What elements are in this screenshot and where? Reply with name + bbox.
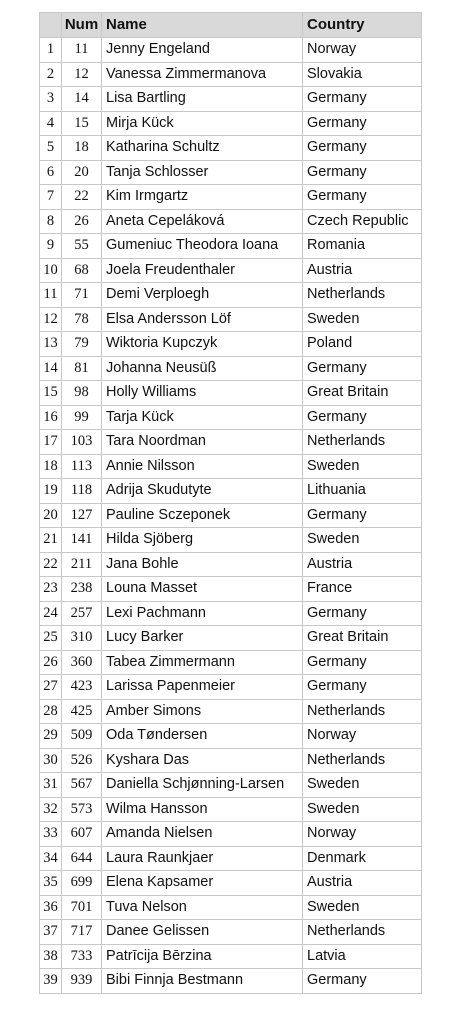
header-num: Num — [62, 13, 102, 38]
table-row — [40, 675, 422, 700]
row-country-cell: Latvia — [303, 944, 422, 969]
table-row — [40, 650, 422, 675]
row-name-cell: Wilma Hansson — [102, 797, 303, 822]
row-country-cell: Germany — [303, 160, 422, 185]
row-index-cell: 7 — [40, 185, 62, 210]
table-row — [40, 160, 422, 185]
row-num-cell: 423 — [62, 675, 102, 700]
row-country-cell: Sweden — [303, 895, 422, 920]
row-index-cell: 23 — [40, 577, 62, 602]
row-name-cell: Kyshara Das — [102, 748, 303, 773]
row-country-cell: Germany — [303, 503, 422, 528]
table-row — [40, 405, 422, 430]
row-num-cell: 238 — [62, 577, 102, 602]
table-row — [40, 87, 422, 112]
row-country-cell: Netherlands — [303, 699, 422, 724]
row-num-cell: 81 — [62, 356, 102, 381]
row-num-cell: 310 — [62, 626, 102, 651]
table-row — [40, 234, 422, 259]
row-index-cell: 21 — [40, 528, 62, 553]
row-num-cell: 26 — [62, 209, 102, 234]
row-country-cell: Romania — [303, 234, 422, 259]
row-country-cell: Netherlands — [303, 920, 422, 945]
row-country-cell: Sweden — [303, 307, 422, 332]
row-index-cell: 10 — [40, 258, 62, 283]
row-name-cell: Larissa Papenmeier — [102, 675, 303, 700]
table-row — [40, 626, 422, 651]
row-name-cell: Adrija Skudutyte — [102, 479, 303, 504]
row-name-cell: Joela Freudenthaler — [102, 258, 303, 283]
row-name-cell: Tara Noordman — [102, 430, 303, 455]
row-index-cell: 15 — [40, 381, 62, 406]
row-index-cell: 25 — [40, 626, 62, 651]
table-row — [40, 111, 422, 136]
row-name-cell: Lucy Barker — [102, 626, 303, 651]
table-row — [40, 62, 422, 87]
row-num-cell: 939 — [62, 969, 102, 994]
row-num-cell: 717 — [62, 920, 102, 945]
row-num-cell: 607 — [62, 822, 102, 847]
row-country-cell: Germany — [303, 87, 422, 112]
row-num-cell: 509 — [62, 724, 102, 749]
row-name-cell: Annie Nilsson — [102, 454, 303, 479]
row-name-cell: Mirja Kück — [102, 111, 303, 136]
table-row — [40, 920, 422, 945]
row-name-cell: Katharina Schultz — [102, 136, 303, 161]
row-index-cell: 36 — [40, 895, 62, 920]
row-num-cell: 68 — [62, 258, 102, 283]
row-index-cell: 34 — [40, 846, 62, 871]
row-index-cell: 11 — [40, 283, 62, 308]
row-index-cell: 27 — [40, 675, 62, 700]
row-num-cell: 98 — [62, 381, 102, 406]
header-index — [40, 13, 62, 38]
row-name-cell: Lisa Bartling — [102, 87, 303, 112]
row-index-cell: 30 — [40, 748, 62, 773]
row-country-cell: Germany — [303, 185, 422, 210]
row-country-cell: Netherlands — [303, 283, 422, 308]
row-country-cell: Germany — [303, 601, 422, 626]
row-name-cell: Jana Bohle — [102, 552, 303, 577]
row-index-cell: 19 — [40, 479, 62, 504]
table-row — [40, 969, 422, 994]
row-country-cell: Netherlands — [303, 430, 422, 455]
row-index-cell: 16 — [40, 405, 62, 430]
row-index-cell: 29 — [40, 724, 62, 749]
row-index-cell: 17 — [40, 430, 62, 455]
row-name-cell: Laura Raunkjaer — [102, 846, 303, 871]
row-name-cell: Elena Kapsamer — [102, 871, 303, 896]
row-index-cell: 6 — [40, 160, 62, 185]
row-num-cell: 71 — [62, 283, 102, 308]
table-row — [40, 136, 422, 161]
row-index-cell: 22 — [40, 552, 62, 577]
row-num-cell: 699 — [62, 871, 102, 896]
table-row — [40, 356, 422, 381]
table-row — [40, 430, 422, 455]
row-name-cell: Johanna Neusüß — [102, 356, 303, 381]
row-name-cell: Pauline Sczeponek — [102, 503, 303, 528]
row-name-cell: Aneta Cepeláková — [102, 209, 303, 234]
table-row — [40, 332, 422, 357]
table-row — [40, 503, 422, 528]
row-country-cell: Norway — [303, 38, 422, 63]
row-country-cell: Germany — [303, 650, 422, 675]
row-name-cell: Tarja Kück — [102, 405, 303, 430]
row-name-cell: Tuva Nelson — [102, 895, 303, 920]
row-country-cell: Norway — [303, 724, 422, 749]
table-row — [40, 454, 422, 479]
row-num-cell: 78 — [62, 307, 102, 332]
table-row — [40, 895, 422, 920]
row-name-cell: Oda Tøndersen — [102, 724, 303, 749]
table-row — [40, 822, 422, 847]
row-country-cell: Austria — [303, 552, 422, 577]
row-index-cell: 31 — [40, 773, 62, 798]
table-row — [40, 601, 422, 626]
row-index-cell: 8 — [40, 209, 62, 234]
table-row — [40, 797, 422, 822]
row-num-cell: 20 — [62, 160, 102, 185]
row-country-cell: Denmark — [303, 846, 422, 871]
row-num-cell: 22 — [62, 185, 102, 210]
row-country-cell: Lithuania — [303, 479, 422, 504]
row-country-cell: Germany — [303, 969, 422, 994]
row-num-cell: 11 — [62, 38, 102, 63]
row-index-cell: 9 — [40, 234, 62, 259]
table-row — [40, 528, 422, 553]
row-name-cell: Daniella Schjønning-Larsen — [102, 773, 303, 798]
row-index-cell: 14 — [40, 356, 62, 381]
table-body — [40, 38, 422, 994]
row-index-cell: 2 — [40, 62, 62, 87]
row-num-cell: 18 — [62, 136, 102, 161]
table-row — [40, 944, 422, 969]
row-index-cell: 5 — [40, 136, 62, 161]
row-name-cell: Holly Williams — [102, 381, 303, 406]
row-name-cell: Elsa Andersson Löf — [102, 307, 303, 332]
row-name-cell: Lexi Pachmann — [102, 601, 303, 626]
header-name: Name — [102, 13, 303, 38]
row-num-cell: 425 — [62, 699, 102, 724]
row-country-cell: Great Britain — [303, 626, 422, 651]
row-country-cell: France — [303, 577, 422, 602]
row-num-cell: 573 — [62, 797, 102, 822]
row-num-cell: 141 — [62, 528, 102, 553]
row-index-cell: 39 — [40, 969, 62, 994]
row-index-cell: 20 — [40, 503, 62, 528]
table-row — [40, 577, 422, 602]
table-row — [40, 846, 422, 871]
header-country: Country — [303, 13, 422, 38]
row-num-cell: 211 — [62, 552, 102, 577]
row-country-cell: Sweden — [303, 797, 422, 822]
row-country-cell: Czech Republic — [303, 209, 422, 234]
row-num-cell: 360 — [62, 650, 102, 675]
row-num-cell: 14 — [62, 87, 102, 112]
row-num-cell: 55 — [62, 234, 102, 259]
row-num-cell: 701 — [62, 895, 102, 920]
row-name-cell: Amber Simons — [102, 699, 303, 724]
row-country-cell: Poland — [303, 332, 422, 357]
row-num-cell: 99 — [62, 405, 102, 430]
row-num-cell: 15 — [62, 111, 102, 136]
row-index-cell: 38 — [40, 944, 62, 969]
table-row — [40, 773, 422, 798]
row-num-cell: 127 — [62, 503, 102, 528]
row-country-cell: Germany — [303, 136, 422, 161]
row-name-cell: Gumeniuc Theodora Ioana — [102, 234, 303, 259]
row-country-cell: Great Britain — [303, 381, 422, 406]
row-name-cell: Tanja Schlosser — [102, 160, 303, 185]
row-country-cell: Austria — [303, 258, 422, 283]
table-header — [40, 13, 422, 38]
table-row — [40, 748, 422, 773]
row-index-cell: 24 — [40, 601, 62, 626]
row-num-cell: 526 — [62, 748, 102, 773]
row-name-cell: Amanda Nielsen — [102, 822, 303, 847]
row-num-cell: 733 — [62, 944, 102, 969]
row-index-cell: 28 — [40, 699, 62, 724]
row-num-cell: 103 — [62, 430, 102, 455]
row-index-cell: 1 — [40, 38, 62, 63]
row-num-cell: 644 — [62, 846, 102, 871]
row-name-cell: Hilda Sjöberg — [102, 528, 303, 553]
row-num-cell: 567 — [62, 773, 102, 798]
row-country-cell: Sweden — [303, 773, 422, 798]
table-row — [40, 185, 422, 210]
row-index-cell: 32 — [40, 797, 62, 822]
header-row — [40, 13, 422, 38]
table-row — [40, 209, 422, 234]
row-country-cell: Sweden — [303, 528, 422, 553]
row-country-cell: Slovakia — [303, 62, 422, 87]
table-row — [40, 871, 422, 896]
row-country-cell: Austria — [303, 871, 422, 896]
row-num-cell: 79 — [62, 332, 102, 357]
table-row — [40, 381, 422, 406]
row-name-cell: Tabea Zimmermann — [102, 650, 303, 675]
row-name-cell: Demi Verploegh — [102, 283, 303, 308]
row-index-cell: 3 — [40, 87, 62, 112]
row-index-cell: 13 — [40, 332, 62, 357]
row-name-cell: Vanessa Zimmermanova — [102, 62, 303, 87]
row-country-cell: Germany — [303, 405, 422, 430]
table-row — [40, 699, 422, 724]
row-num-cell: 118 — [62, 479, 102, 504]
row-name-cell: Bibi Finnja Bestmann — [102, 969, 303, 994]
row-country-cell: Netherlands — [303, 748, 422, 773]
row-country-cell: Sweden — [303, 454, 422, 479]
row-num-cell: 12 — [62, 62, 102, 87]
row-index-cell: 4 — [40, 111, 62, 136]
row-index-cell: 26 — [40, 650, 62, 675]
table-row — [40, 258, 422, 283]
row-index-cell: 33 — [40, 822, 62, 847]
row-country-cell: Germany — [303, 111, 422, 136]
roster-table — [39, 12, 422, 994]
row-num-cell: 113 — [62, 454, 102, 479]
table-row — [40, 283, 422, 308]
row-name-cell: Wiktoria Kupczyk — [102, 332, 303, 357]
row-index-cell: 12 — [40, 307, 62, 332]
row-index-cell: 35 — [40, 871, 62, 896]
row-name-cell: Jenny Engeland — [102, 38, 303, 63]
table-row — [40, 479, 422, 504]
row-num-cell: 257 — [62, 601, 102, 626]
row-name-cell: Danee Gelissen — [102, 920, 303, 945]
table-row — [40, 552, 422, 577]
row-country-cell: Germany — [303, 356, 422, 381]
row-name-cell: Patrīcija Bērzina — [102, 944, 303, 969]
row-name-cell: Kim Irmgartz — [102, 185, 303, 210]
table-row — [40, 38, 422, 63]
row-country-cell: Norway — [303, 822, 422, 847]
row-index-cell: 18 — [40, 454, 62, 479]
row-name-cell: Louna Masset — [102, 577, 303, 602]
table-row — [40, 724, 422, 749]
row-country-cell: Germany — [303, 675, 422, 700]
row-index-cell: 37 — [40, 920, 62, 945]
table-row — [40, 307, 422, 332]
